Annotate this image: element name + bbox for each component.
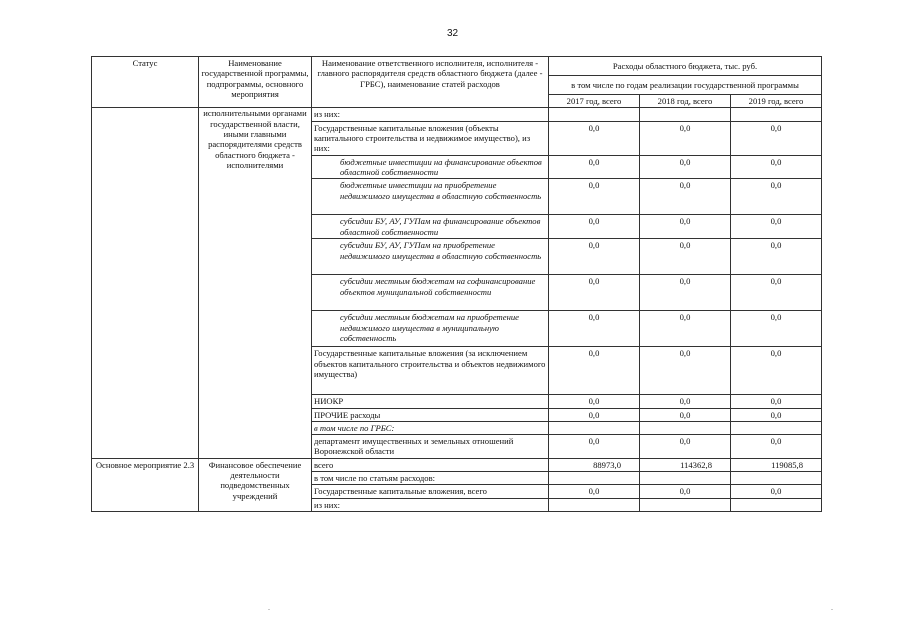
expense-item-label: всего bbox=[312, 458, 549, 471]
value-cell-2019: 0,0 bbox=[731, 179, 822, 215]
expense-item-label: из них: bbox=[312, 108, 549, 121]
header-year-2018: 2018 год, всего bbox=[640, 95, 731, 108]
value-cell-2018: 0,0 bbox=[640, 239, 731, 275]
value-cell-2019 bbox=[731, 472, 822, 485]
value-cell-2018: 0,0 bbox=[640, 395, 731, 408]
value-cell-2018 bbox=[640, 108, 731, 121]
header-responsible: Наименование ответственного исполнителя, исполнителя - главного распорядителя средств областного бюджета (далее - ГРБС), наименование статей расходов bbox=[312, 57, 549, 108]
value-cell-2017 bbox=[549, 472, 640, 485]
value-cell-2017: 0,0 bbox=[549, 215, 640, 239]
value-cell-2018: 0,0 bbox=[640, 347, 731, 395]
value-cell-2019: 0,0 bbox=[731, 347, 822, 395]
value-cell-2018: 0,0 bbox=[640, 215, 731, 239]
expense-item-label: в том числе по ГРБС: bbox=[312, 421, 549, 434]
value-cell-2019: 119085,8 bbox=[731, 458, 822, 471]
header-status: Статус bbox=[92, 57, 199, 108]
value-cell-2019: 0,0 bbox=[731, 215, 822, 239]
value-cell-2017: 0,0 bbox=[549, 408, 640, 421]
value-cell-2018: 0,0 bbox=[640, 275, 731, 311]
value-cell-2017 bbox=[549, 421, 640, 434]
expense-item-label: департамент имущественных и земельных отношений Воронежской области bbox=[312, 435, 549, 459]
value-cell-2017 bbox=[549, 108, 640, 121]
value-cell-2018: 0,0 bbox=[640, 435, 731, 459]
expense-item-label: бюджетные инвестиции на приобретение недвижимого имущества в областную собственность bbox=[312, 179, 549, 215]
value-cell-2018: 0,0 bbox=[640, 179, 731, 215]
value-cell-2019: 0,0 bbox=[731, 155, 822, 179]
expense-item-label: субсидии БУ, АУ, ГУПам на финансирование объектов областной собственности bbox=[312, 215, 549, 239]
value-cell-2019: 0,0 bbox=[731, 435, 822, 459]
value-cell-2019: 0,0 bbox=[731, 485, 822, 498]
expense-item-label: НИОКР bbox=[312, 395, 549, 408]
value-cell-2018 bbox=[640, 421, 731, 434]
value-cell-2018: 0,0 bbox=[640, 408, 731, 421]
expense-item-label: Государственные капитальные вложения (за исключением объектов капитального строительства и объектов недвижимого имущества) bbox=[312, 347, 549, 395]
expense-item-label: в том числе по статьям расходов: bbox=[312, 472, 549, 485]
value-cell-2017: 0,0 bbox=[549, 311, 640, 347]
header-name: Наименование государственной программы, подпрограммы, основного мероприятия bbox=[199, 57, 312, 108]
value-cell-2019: 0,0 bbox=[731, 408, 822, 421]
value-cell-2018: 0,0 bbox=[640, 155, 731, 179]
value-cell-2019: 0,0 bbox=[731, 239, 822, 275]
scan-mark: . bbox=[831, 603, 833, 612]
value-cell-2019: 0,0 bbox=[731, 121, 822, 155]
value-cell-2018: 0,0 bbox=[640, 311, 731, 347]
budget-table bbox=[91, 56, 822, 512]
value-cell-2017: 0,0 bbox=[549, 239, 640, 275]
value-cell-2018 bbox=[640, 498, 731, 511]
table-row bbox=[92, 458, 822, 471]
value-cell-2018: 0,0 bbox=[640, 121, 731, 155]
value-cell-2017: 88973,0 bbox=[549, 458, 640, 471]
value-cell-2019: 0,0 bbox=[731, 395, 822, 408]
value-cell-2017: 0,0 bbox=[549, 435, 640, 459]
value-cell-2017: 0,0 bbox=[549, 155, 640, 179]
value-cell-2017 bbox=[549, 498, 640, 511]
expense-item-label: субсидии БУ, АУ, ГУПам на приобретение недвижимого имущества в областную собственность bbox=[312, 239, 549, 275]
expense-item-label: субсидии местным бюджетам на приобретение недвижимого имущества в муниципальную собственность bbox=[312, 311, 549, 347]
value-cell-2017: 0,0 bbox=[549, 179, 640, 215]
scan-mark: . bbox=[268, 603, 270, 612]
value-cell-2017: 0,0 bbox=[549, 347, 640, 395]
value-cell-2017: 0,0 bbox=[549, 485, 640, 498]
value-cell-2017: 0,0 bbox=[549, 395, 640, 408]
value-cell-2019: 0,0 bbox=[731, 311, 822, 347]
program-name-cell: исполнительными органами государственной власти, иными главными распорядителями средств областного бюджета - исполнителями bbox=[199, 108, 312, 458]
header-expenses: Расходы областного бюджета, тыс. руб. bbox=[549, 57, 822, 76]
expense-item-label: ПРОЧИЕ расходы bbox=[312, 408, 549, 421]
expense-item-label: субсидии местным бюджетам на софинансирование объектов муниципальной собственности bbox=[312, 275, 549, 311]
expense-item-label: бюджетные инвестиции на финансирование объектов областной собственности bbox=[312, 155, 549, 179]
value-cell-2019 bbox=[731, 108, 822, 121]
header-year-2019: 2019 год, всего bbox=[731, 95, 822, 108]
value-cell-2019 bbox=[731, 498, 822, 511]
activity-status-cell: Основное мероприятие 2.3 bbox=[92, 458, 199, 511]
table-row bbox=[92, 108, 822, 121]
header-year-2017: 2017 год, всего bbox=[549, 95, 640, 108]
expense-item-label: Государственные капитальные вложения (объекты капитального строительства и недвижимое имущество), из них: bbox=[312, 121, 549, 155]
header-by-years: в том числе по годам реализации государственной программы bbox=[549, 76, 822, 95]
value-cell-2018 bbox=[640, 472, 731, 485]
value-cell-2018: 114362,8 bbox=[640, 458, 731, 471]
page-number: 32 bbox=[446, 28, 459, 39]
value-cell-2019 bbox=[731, 421, 822, 434]
value-cell-2017: 0,0 bbox=[549, 121, 640, 155]
value-cell-2019: 0,0 bbox=[731, 275, 822, 311]
value-cell-2017: 0,0 bbox=[549, 275, 640, 311]
status-cell bbox=[92, 108, 199, 458]
expense-item-label: Государственные капитальные вложения, всего bbox=[312, 485, 549, 498]
expense-item-label: из них: bbox=[312, 498, 549, 511]
activity-name-cell: Финансовое обеспечение деятельности подведомственных учреждений bbox=[199, 458, 312, 511]
value-cell-2018: 0,0 bbox=[640, 485, 731, 498]
